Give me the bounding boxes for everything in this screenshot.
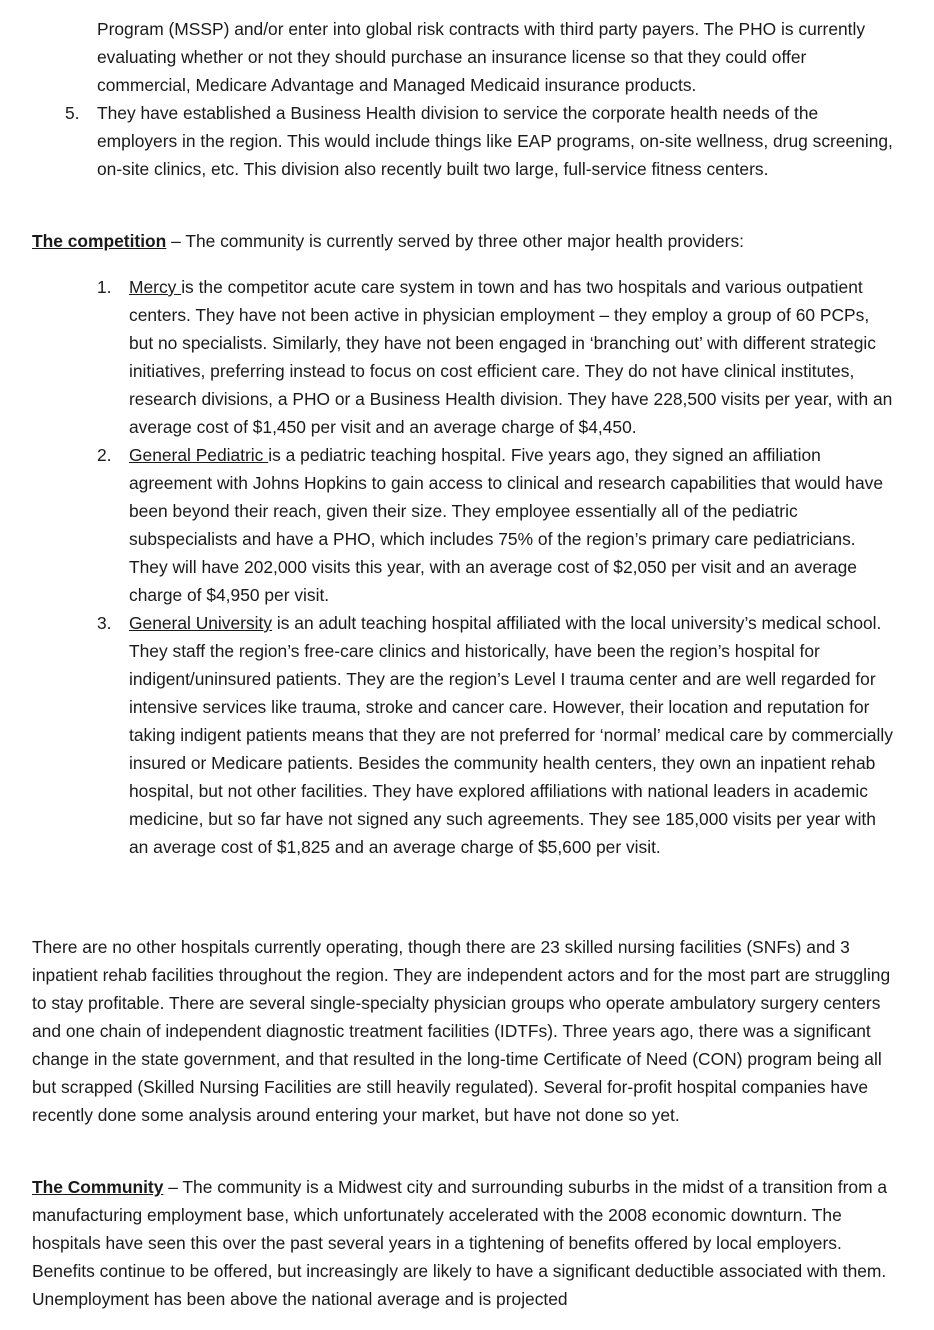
list-item-general-university [97, 609, 897, 861]
list-item-5 [65, 99, 895, 183]
list-number: 2. [97, 445, 112, 465]
list-item-text [129, 609, 897, 861]
list-number: 1. [97, 277, 112, 297]
competitor-name: Mercy [129, 277, 182, 297]
list-item-mercy [97, 273, 897, 441]
list-number: 5. [65, 103, 80, 123]
competitor-name: General University [129, 613, 273, 633]
competitor-description: is the competitor acute care system in town and has two hospitals and various outpatient centers. They have not been active in physician employment – they employ a group of 60 PCPs, but no specialists. Similarly, they have not been engaged in ‘branching out’ with different strategic initiatives, preferring instead to focus on cost efficient care. They do not have clinical institutes, research divisions, a PHO or a Business Health division. They have 228,500 visits per year, with an average cost of $1,450 per visit and an average charge of $4,450. [129, 277, 893, 437]
community-text: – The community is a Midwest city and surrounding suburbs in the midst of a transition from a manufacturing employment base, which unfortunately accelerated with the 2008 economic downturn. The hospitals have seen this over the past several years in a tightening of benefits offered by local employers. Benefits continue to be offered, but increasingly are likely to have a significant deductible associated with them. Unemployment has been above the national average and is projected [32, 1177, 888, 1309]
competition-paragraph [32, 227, 912, 255]
competitor-description: is an adult teaching hospital affiliated with the local university’s medical school. They staff the region’s free-care clinics and historically, have been the region’s hospital for indigent/uninsured patients. They are the region’s Level I trauma center and are well regarded for intensive services like trauma, stroke and cancer care. However, their location and reputation for taking indigent patients means that they are not preferred for ‘normal’ medical care by commercially insured or Medicare patients. Besides the community health centers, they own an inpatient rehab hospital, but not other facilities. They have explored affiliations with national leaders in academic medicine, but so far have not signed any such agreements. They see 185,000 visits per year with an average cost of $1,825 and an average charge of $5,600 per visit. [129, 613, 893, 857]
community-heading: The Community [32, 1177, 164, 1197]
competitor-list [97, 273, 897, 861]
competitor-name: General Pediatric [129, 445, 269, 465]
continued-paragraph: Program (MSSP) and/or enter into global risk contracts with third party payers. The PHO is currently evaluating whether or not they should purchase an insurance license so that they could offer commercial, Medicare Advantage and Managed Medicaid insurance products. [97, 19, 866, 95]
competition-intro: – The community is currently served by three other major health providers: [166, 231, 744, 251]
community-paragraph [32, 1173, 894, 1313]
list-number: 3. [97, 613, 112, 633]
other-providers-paragraph: There are no other hospitals currently operating, though there are 23 skilled nursing facilities (SNFs) and 3 inpatient rehab facilities throughout the region. They are independent actors and for the most part are struggling to stay profitable. There are several single-specialty physician groups who operate ambulatory surgery centers and one chain of independent diagnostic treatment facilities (IDTFs). Three years ago, there was a significant change in the state government, and that resulted in the long-time Certificate of Need (CON) program being all but scrapped (Skilled Nursing Facilities are still heavily regulated). Several for-profit hospital companies have recently done some analysis around entering your market, but have not done so yet. [32, 937, 891, 1125]
list-item-text: They have established a Business Health division to service the corporate health needs of the employers in the region. This would include things like EAP programs, on-site wellness, drug screening, on-site clinics, etc. This division also recently built two large, full-service fitness centers. [97, 103, 893, 179]
list-item-text [129, 273, 897, 441]
competition-heading: The competition [32, 231, 167, 251]
list-item-text [129, 441, 897, 609]
competitor-description: is a pediatric teaching hospital. Five years ago, they signed an affiliation agreement with Johns Hopkins to gain access to clinical and research capabilities that would have been beyond their reach, given their size. They employee essentially all of the pediatric subspecialists and have a PHO, which includes 75% of the region’s primary care pediatricians. They will have 202,000 visits this year, with an average cost of $2,050 per visit and an average charge of $4,950 per visit. [129, 445, 884, 605]
list-item-general-pediatric [97, 441, 897, 609]
